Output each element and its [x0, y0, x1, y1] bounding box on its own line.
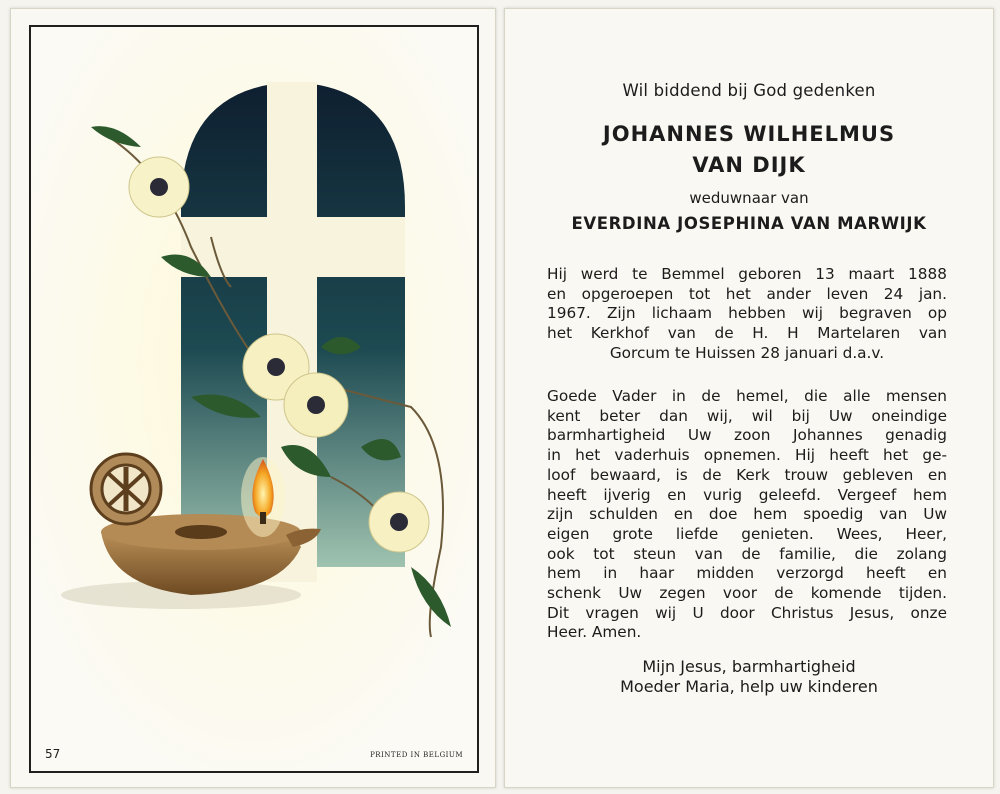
prayer-line: in het vaderhuis opnemen. Hij heeft het ge- — [547, 446, 947, 465]
card-number: 57 — [45, 747, 61, 761]
biography-line: en opgeroepen tot het ander leven 24 jan. — [547, 284, 947, 303]
flower-icon — [129, 157, 189, 217]
prayer-line: hem in haar midden verzorgd heeft en — [547, 564, 947, 583]
biography-line: Gorcum te Huissen 28 januari d.a.v. — [609, 343, 885, 362]
closing-line: Moeder Maria, help uw kinderen — [620, 677, 878, 696]
biography-line: het Kerkhof van de H. H Martelaren van — [547, 324, 947, 343]
prayer-line: Goede Vader in de hemel, die alle mensen — [547, 387, 947, 405]
prayer-line: kent beter dan wij, wil bij Uw oneindige — [547, 406, 947, 425]
biography-paragraph — [547, 265, 947, 364]
prayer-paragraph — [547, 387, 947, 643]
spouse-name: EVERDINA JOSEPHINA VAN MARWIJK — [571, 214, 927, 233]
printed-in-label: PRINTED IN BELGIUM — [370, 751, 463, 759]
deceased-name-last: VAN DIJK — [692, 153, 806, 177]
closing-line: Mijn Jesus, barmhartigheid — [642, 657, 856, 676]
religious-illustration — [31, 27, 477, 771]
prayer-line: schenk Uw zegen voor de komende tijden. — [547, 584, 947, 603]
flower-icon — [284, 373, 348, 437]
prayer-line: ook tot steun van de familie, die zolang — [547, 544, 947, 563]
prayer-line: Heer. Amen. — [547, 623, 642, 642]
prayer-line: zijn schulden en doe hem spoedig van Uw — [547, 505, 947, 524]
prayer-line: eigen grote liefde genieten. Wees, Heer, — [547, 524, 947, 543]
memorial-card-back — [504, 8, 994, 788]
church-window-icon — [181, 82, 405, 582]
prayer-line: heeft ijverig en vurig geleefd. Vergeef hem — [547, 485, 947, 504]
biography-line: 1967. Zijn lichaam hebben wij begraven op — [547, 304, 947, 323]
biography-line: Hij werd te Bemmel geboren 13 maart 1888 — [547, 265, 947, 283]
flower-icon — [369, 492, 429, 552]
prayer-line: loof bewaard, is de Kerk trouw gebleven en — [547, 465, 947, 484]
closing-prayer — [505, 657, 993, 697]
memorial-card-front — [10, 8, 496, 788]
prayer-line: barmhartigheid Uw zoon Johannes genadig — [547, 426, 947, 445]
widower-of-label: weduwnaar van — [689, 189, 809, 207]
card-front-frame — [29, 25, 479, 773]
flame-icon — [241, 457, 285, 537]
deceased-name-first: JOHANNES WILHELMUS — [602, 122, 896, 146]
intro-line: Wil biddend bij God gedenken — [622, 81, 876, 100]
chi-rho-symbol-icon — [91, 454, 161, 524]
prayer-line: Dit vragen wij U door Christus Jesus, onze — [547, 603, 947, 622]
